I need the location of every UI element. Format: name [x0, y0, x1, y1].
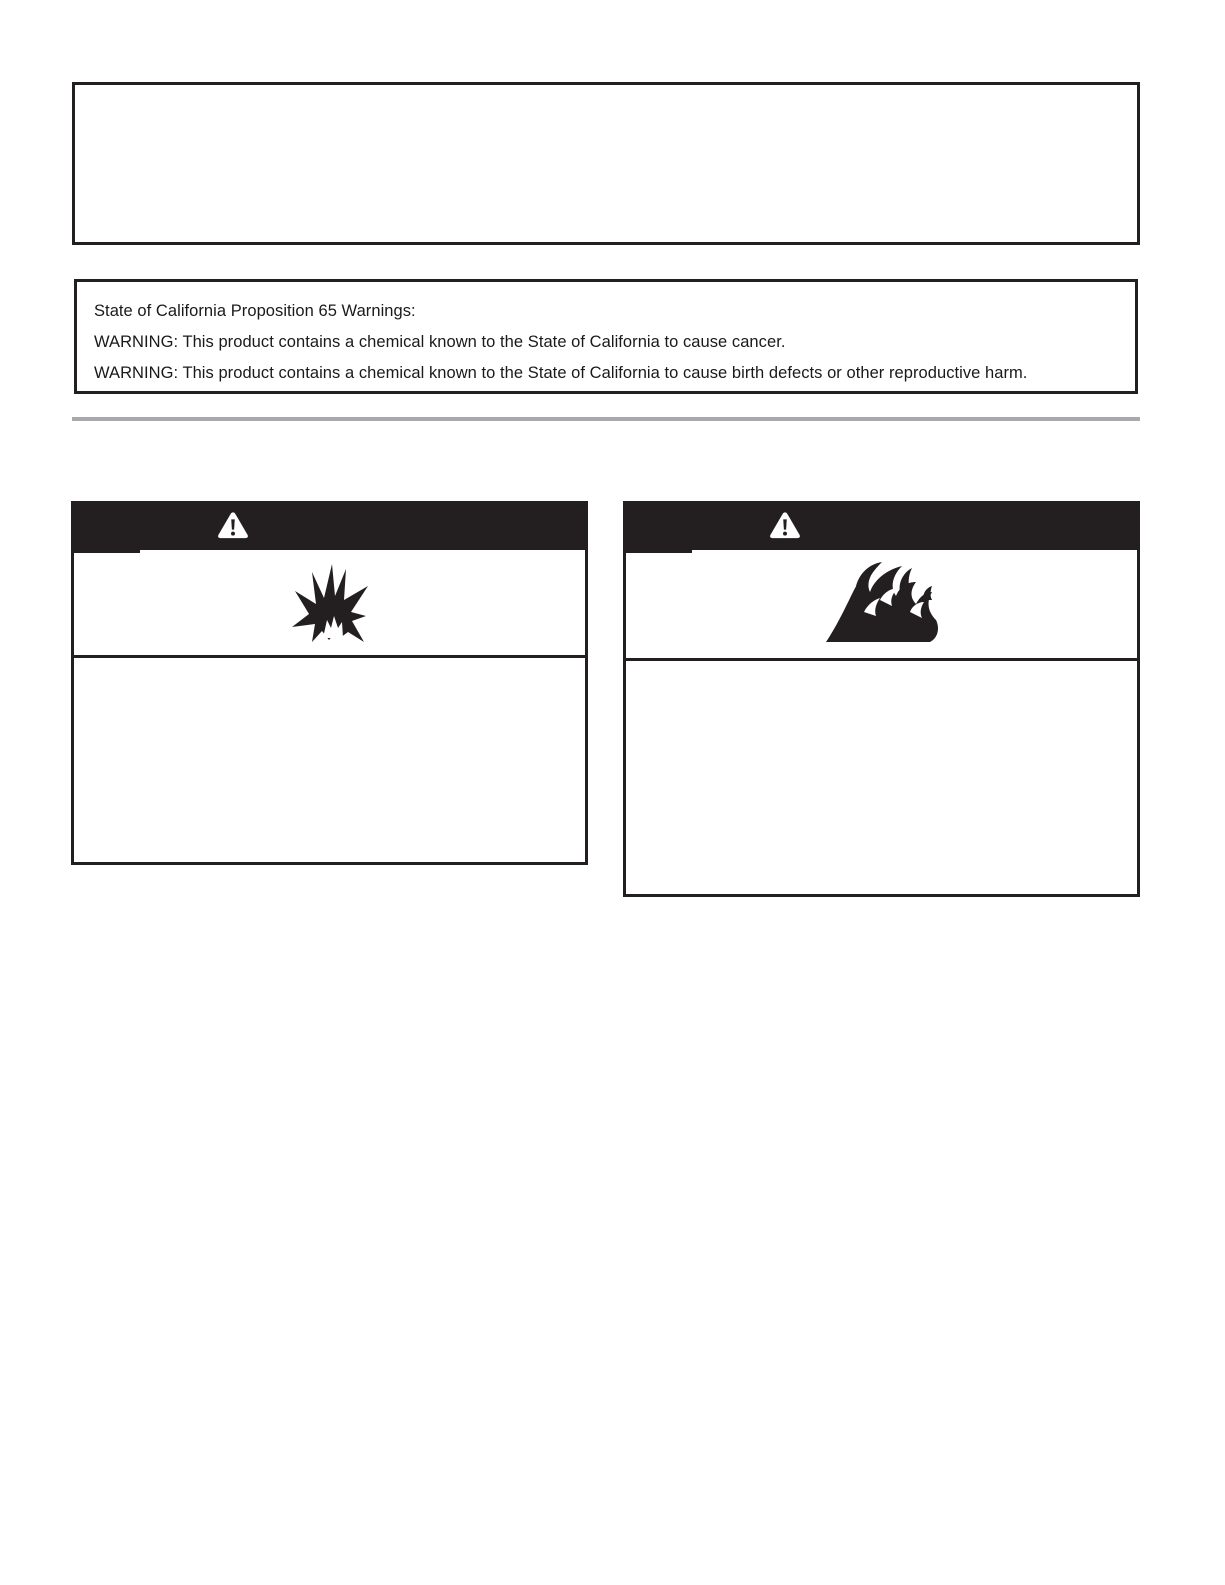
warning-header-bar [623, 501, 1140, 550]
fire-icon [824, 560, 940, 644]
prop65-cancer-warning: WARNING: This product contains a chemical known to the State of California to cause cancer. [94, 333, 786, 351]
fire-hazard-warning [623, 501, 1140, 897]
safety-notice-box [72, 82, 1140, 245]
warning-header-bar [71, 501, 588, 550]
prop65-birth-defects-warning: WARNING: This product contains a chemical known to the State of California to cause birth defects or other reproductive harm. [94, 364, 1028, 382]
prop65-heading: State of California Proposition 65 Warnings: [94, 302, 416, 320]
warning-triangle-icon [768, 511, 802, 539]
section-divider [72, 417, 1140, 421]
header-notch [626, 550, 692, 553]
warning-divider [74, 655, 585, 658]
warning-divider [626, 658, 1137, 661]
prop65-warning-box [74, 279, 1138, 394]
explosion-icon [288, 558, 378, 646]
explosion-hazard-warning [71, 501, 588, 865]
header-notch [74, 550, 140, 553]
warning-triangle-icon [216, 511, 250, 539]
